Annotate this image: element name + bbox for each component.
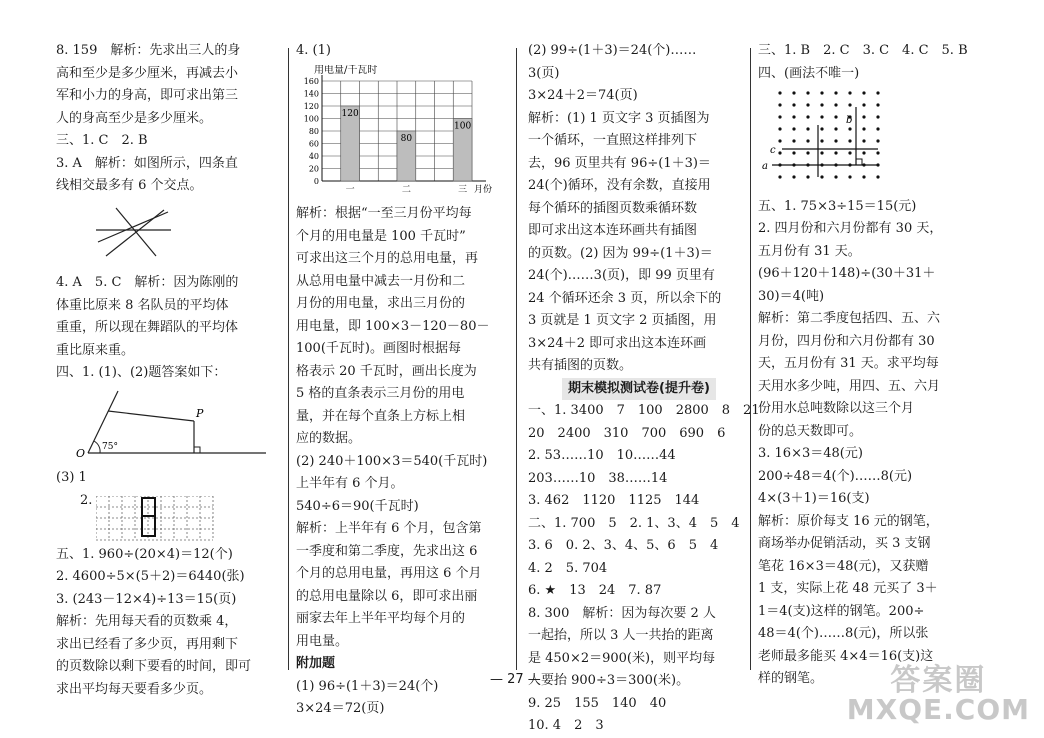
electricity-bar-chart xyxy=(296,65,508,202)
answer-line: 解析：先用每天看的页数乘 4， xyxy=(56,614,238,629)
grid-dot xyxy=(834,151,837,154)
answer-line: 共有插图的页数。 xyxy=(528,358,633,373)
answer-line: 用电量。 xyxy=(296,633,349,649)
answer-line: (1) 96÷(1＋3)＝24(个) xyxy=(296,678,439,694)
answer-line: 3. 16×3＝48(元) xyxy=(758,446,863,461)
answer-line: 五月份有 31 天。 xyxy=(758,243,861,259)
grid-dot xyxy=(862,127,865,130)
answer-line: 求出已经看了多少页，再用剩下 xyxy=(56,636,239,652)
answer-line: 三、1. B 2. C 3. C 4. C 5. B xyxy=(758,43,968,58)
answer-line: 3 页就是 1 页文字 2 页插图，用 xyxy=(528,313,717,328)
grid-dot xyxy=(834,103,837,106)
grid-dot xyxy=(848,139,851,142)
answer-line: 解析：根据“一至三月份平均每 xyxy=(296,206,472,221)
intersecting-lines-figure xyxy=(56,200,284,271)
grid-dot xyxy=(820,103,823,106)
grid-dot xyxy=(806,127,809,130)
answer-line: 1 支，实际上花 48 元买了 3＋ xyxy=(758,581,938,596)
grid-dot xyxy=(876,103,879,106)
chart-data-label: 120 xyxy=(341,108,359,119)
grid-dot xyxy=(778,151,781,154)
answer-line: 应的数据。 xyxy=(296,431,362,446)
intersecting-lines-svg xyxy=(56,200,276,262)
answer-line: 月份，四月份和六月份都有 30 xyxy=(758,333,935,349)
chart-xlabel: 月份 xyxy=(474,184,493,193)
answer-line: 即可求出这本连环画共有插图 xyxy=(528,223,698,238)
grid-dot xyxy=(820,91,823,94)
answer-line: 3×24＋2 即可求出这本连环画 xyxy=(528,335,707,351)
answer-line: 军和小力的身高，即可求出第三 xyxy=(56,88,239,103)
dashed-grid-figure xyxy=(96,496,226,542)
answer-line: (2) 240＋100×3＝540(千瓦时) xyxy=(296,453,488,469)
chart-ytick-label: 80 xyxy=(308,126,319,136)
answer-line: 4. (1) xyxy=(296,43,331,58)
grid-dot xyxy=(820,175,823,178)
point-o-label: O xyxy=(76,446,86,457)
grid-dot xyxy=(876,115,879,118)
answer-line: 203……10 38……14 xyxy=(528,470,668,486)
answer-line: 30)＝4(吨) xyxy=(758,288,825,304)
answer-line: 是 450×2＝900(米)，则平均每 xyxy=(528,650,716,666)
answer-line: 3. 462 1120 1125 144 xyxy=(528,493,700,508)
grid-dot xyxy=(848,151,851,154)
grid-dot xyxy=(792,175,795,178)
dot-grid-figure xyxy=(758,87,998,194)
answer-column-3 xyxy=(528,40,760,738)
answer-line: 3(页) xyxy=(528,65,560,81)
answer-line: 四、1. (1)、(2)题答案如下： xyxy=(56,365,227,380)
answer-line: 人要抬 900÷3＝300(米)。 xyxy=(528,673,690,688)
grid-dot xyxy=(862,91,865,94)
answer-line: 一季度和第二季度，先求出这 6 xyxy=(296,543,478,559)
answer-line: 重重，所以现在舞蹈队的平均体 xyxy=(56,320,239,335)
answer-column-2 xyxy=(296,40,508,721)
answer-line: 体重比原来 8 名队员的平均体 xyxy=(56,297,229,313)
column-divider xyxy=(750,48,751,670)
grid-dot xyxy=(806,115,809,118)
answer-line: 解析：原价每支 16 元的钢笔， xyxy=(758,513,939,529)
answer-line: 6. ★ 13 24 7. 87 xyxy=(528,583,662,598)
answer-line: 份用水总吨数除以这三个月 xyxy=(758,401,915,416)
answer-line: 人的身高至少是多少厘米。 xyxy=(56,110,213,126)
answer-line: 求出平均每天要看多少页。 xyxy=(56,681,213,697)
answer-column-1 xyxy=(56,40,284,701)
answer-line: 20 2400 310 700 690 6 xyxy=(528,425,726,441)
grid-dot xyxy=(806,91,809,94)
grid-dot xyxy=(778,139,781,142)
perpendicular-svg xyxy=(56,387,276,457)
answer-line: 540÷6＝90(千瓦时) xyxy=(296,498,419,514)
chart-ytick-label: 40 xyxy=(308,151,319,161)
grid-dot xyxy=(778,91,781,94)
answer-line: 的页数除以剩下要看的时间，即可 xyxy=(56,659,252,674)
bonus-heading: 附加题 xyxy=(296,656,336,671)
watermark-logo xyxy=(846,663,1030,726)
grid-dot xyxy=(778,127,781,130)
line-a-label: a xyxy=(762,161,768,172)
answer-line: 可求出这三个月的总用电量，再 xyxy=(296,251,479,266)
answer-line: 24(个)……3(页)，即 99 页里有 xyxy=(528,268,715,283)
grid-dot xyxy=(806,175,809,178)
grid-dot xyxy=(876,139,879,142)
grid-dot xyxy=(862,151,865,154)
chart-data-label: 80 xyxy=(400,133,413,144)
page-number: — 27 — xyxy=(490,672,541,687)
grid-dot xyxy=(806,139,809,142)
answer-line: 2. 四月份和六月份都有 30 天， xyxy=(758,221,943,236)
chart-ytick-label: 20 xyxy=(308,164,319,173)
grid-dot xyxy=(862,139,865,142)
chart-ytick-label: 0 xyxy=(313,176,319,186)
grid-dot xyxy=(862,115,865,118)
column-divider xyxy=(516,48,517,670)
answer-line: 24 个循环还余 3 页，所以余下的 xyxy=(528,290,722,306)
answer-line: 的页数。(2) 因为 99÷(1＋3)＝ xyxy=(528,245,713,261)
chart-ytick-label: 120 xyxy=(303,101,319,111)
grid-dot xyxy=(862,175,865,178)
answer-line: 线相交最多有 6 个交点。 xyxy=(56,178,203,193)
grid-dot xyxy=(834,175,837,178)
answer-line: 每个循环的插图页数乘循环数 xyxy=(528,200,698,216)
answer-line: 高和至少是多少厘米，再减去小 xyxy=(56,65,239,81)
answer-line: 5 格的直条表示三月份的用电 xyxy=(296,386,465,401)
grid-dot xyxy=(834,115,837,118)
grid-dot xyxy=(820,127,823,130)
answer-line: 8. 159 解析：先求出三人的身 xyxy=(56,43,241,58)
answer-line: 解析：上半年有 6 个月，包含第 xyxy=(296,521,482,536)
watermark-text: 答案圈 xyxy=(890,663,987,698)
answer-line: (2) 99÷(1＋3)＝24(个)…… xyxy=(528,43,697,58)
answer-line: 9. 25 155 140 40 xyxy=(528,695,667,711)
answer-line: 的总用电量除以 6，即可求出丽 xyxy=(296,588,478,604)
grid-dot xyxy=(792,91,795,94)
section-title: 期末模拟测试卷(提升卷) xyxy=(562,378,716,401)
answer-line: 2. 4600÷5×(5＋2)＝6440(张) xyxy=(56,569,245,584)
grid-figure-row xyxy=(56,490,284,544)
grid-dot xyxy=(834,91,837,94)
answer-line: 24(个)循环，没有余数，直接用 xyxy=(528,178,711,193)
grid-dot xyxy=(778,103,781,106)
answer-line: 量，并在每个直条上方标上相 xyxy=(296,408,466,424)
answer-line: 天，五月份有 31 天。求平均每 xyxy=(758,356,939,371)
grid-dot xyxy=(778,115,781,118)
grid-dot xyxy=(848,175,851,178)
grid-dot xyxy=(834,127,837,130)
answer-line: 2. 53……10 10……44 xyxy=(528,448,676,463)
chart-ytick-label: 160 xyxy=(303,76,319,86)
grid-dot xyxy=(820,115,823,118)
answer-line: 个月的总用电量，再用这 6 个月 xyxy=(296,566,482,581)
angle-label: 75° xyxy=(102,441,118,452)
chart-ytick-label: 60 xyxy=(308,139,319,148)
answer-line: 份的总天数即可。 xyxy=(758,423,863,439)
answer-line: 一个循环，一直照这样排列下 xyxy=(528,133,698,148)
answer-line: 100(千瓦时)。画图时根据每 xyxy=(296,341,461,356)
grid-dot xyxy=(806,103,809,106)
answer-line: 3. 6 0. 2、3、4、5、6 5 4 xyxy=(528,538,719,553)
answer-line: 重比原来重。 xyxy=(56,342,135,358)
answer-line: 去，96 页里共有 96÷(1＋3)＝ xyxy=(528,155,711,171)
answer-line: 200÷48＝4(个)……8(元) xyxy=(758,468,913,484)
grid-dot xyxy=(848,91,851,94)
answer-line: 笔花 16×3＝48(元)，又获赠 xyxy=(758,558,929,574)
answer-line: 4. 2 5. 704 xyxy=(528,560,608,576)
answer-line: 解析：第二季度包括四、五、六 xyxy=(758,311,941,326)
grid-dot xyxy=(876,91,879,94)
answer-line: 1＝4(支)这样的钢笔。200÷ xyxy=(758,603,925,619)
answer-line: 商场举办促销活动，买 3 支钢 xyxy=(758,536,931,551)
grid-dot xyxy=(862,103,865,106)
answer-line: 解析：(1) 1 页文字 3 页插图为 xyxy=(528,110,710,126)
line-c-label: c xyxy=(770,145,776,156)
grid-dot xyxy=(792,103,795,106)
grid-dot xyxy=(792,127,795,130)
answer-line: 10. 4 2 3 xyxy=(528,718,604,733)
chart-category-label: 二 xyxy=(401,184,411,193)
grid-dot xyxy=(848,103,851,106)
grid-dot xyxy=(834,139,837,142)
grid-dot xyxy=(806,151,809,154)
answer-line: 四、(画法不唯一) xyxy=(758,65,860,81)
answer-line: 2. xyxy=(80,492,93,508)
answer-line: 3. (243－12×4)÷13＝15(页) xyxy=(56,591,237,607)
answer-line: 二、1. 700 5 2. 1、3、4 5 4 xyxy=(528,515,740,531)
answer-line: 天用水多少吨，用四、五、六月 xyxy=(758,378,941,394)
answer-line: 从总用电量中减去一月份和二 xyxy=(296,273,466,289)
line-b-label: b xyxy=(846,115,853,126)
grid-dot xyxy=(792,115,795,118)
answer-line: 3×24＝72(页) xyxy=(296,701,385,716)
chart-ytick-label: 100 xyxy=(303,114,319,123)
grid-dot xyxy=(778,175,781,178)
answer-line: 4. A 5. C 解析：因为陈刚的 xyxy=(56,275,239,290)
answer-line: 48＝4(个)……8(元)，所以张 xyxy=(758,626,929,641)
answer-line: 一、1. 3400 7 100 2800 8 21 xyxy=(528,403,760,418)
chart-category-label: 一 xyxy=(345,184,355,193)
answer-line: 五、1. 75×3÷15＝15(元) xyxy=(758,198,917,214)
answer-line: 8. 300 解析：因为每次要 2 人 xyxy=(528,605,716,621)
answer-line: 样的钢笔。 xyxy=(758,671,824,686)
answer-line: 3×24＋2＝74(页) xyxy=(528,88,638,103)
grid-dot xyxy=(792,151,795,154)
watermark-url: MXQE.COM xyxy=(846,693,1030,726)
grid-dot xyxy=(792,139,795,142)
answer-line: 老师最多能买 4×4＝16(支)这 xyxy=(758,648,934,664)
answer-column-4 xyxy=(758,40,998,691)
point-p-label: P xyxy=(196,406,204,420)
answer-line: 4×(3＋1)＝16(支) xyxy=(758,491,870,506)
answer-line: 个月的用电量是 100 千瓦时” xyxy=(296,228,466,244)
chart-ytick-label: 140 xyxy=(303,89,319,98)
answer-line: 五、1. 960÷(20×4)＝12(个) xyxy=(56,546,233,562)
grid-dot xyxy=(876,175,879,178)
answer-line: (96＋120＋148)÷(30＋31＋ xyxy=(758,266,936,281)
answer-line: 丽家去年上半年平均每个月的 xyxy=(296,611,466,626)
chart-data-label: 100 xyxy=(454,121,472,131)
grid-dot xyxy=(848,127,851,130)
answer-line: (3) 1 xyxy=(56,470,87,485)
grid-dot xyxy=(876,127,879,130)
grid-dot xyxy=(820,151,823,154)
bar-chart-svg xyxy=(296,65,506,193)
perpendicular-figure xyxy=(56,387,284,466)
chart-category-label: 三 xyxy=(458,184,468,193)
answer-line: 三、1. C 2. B xyxy=(56,133,148,148)
chart-ylabel: 用电量/千瓦时 xyxy=(314,64,378,76)
answer-line: 月份的用电量，求出三月份的 xyxy=(296,296,466,311)
grid-dot xyxy=(820,139,823,142)
grid-dot xyxy=(876,151,879,154)
answer-line: 一起抬，所以 3 人一共抬的距离 xyxy=(528,628,714,643)
answer-line: 上半年有 6 个月。 xyxy=(296,476,404,491)
dot-grid-svg xyxy=(758,87,908,185)
answer-line: 用电量，即 100×3－120－80－ xyxy=(296,318,490,334)
column-divider xyxy=(288,48,289,670)
answer-line: 格表示 20 千瓦时，画出长度为 xyxy=(296,363,477,379)
answer-line: 3. A 解析：如图所示，四条直 xyxy=(56,155,238,171)
